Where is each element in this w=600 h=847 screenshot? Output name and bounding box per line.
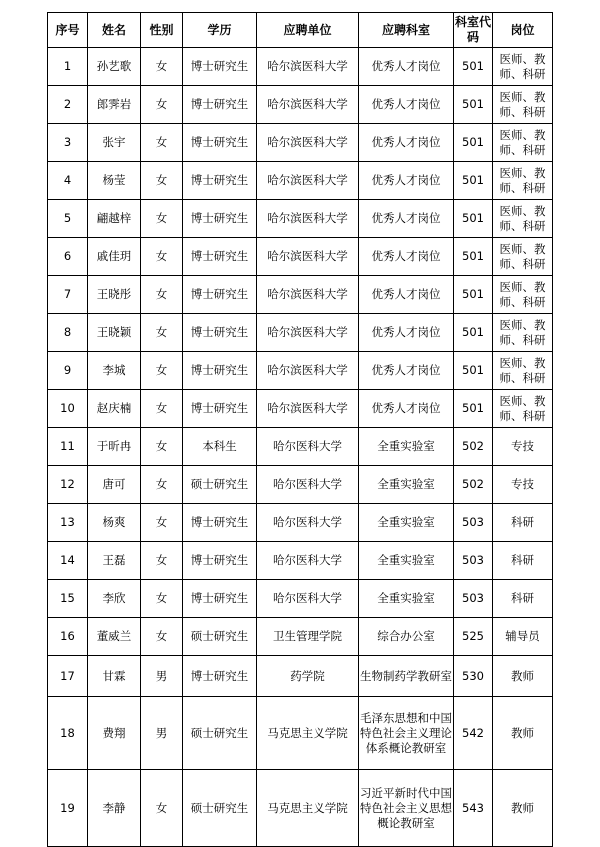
cell-code: 501 bbox=[454, 124, 493, 162]
cell-gender: 女 bbox=[141, 428, 183, 466]
cell-unit: 哈尔滨医科大学 bbox=[257, 276, 359, 314]
header-gender: 性别 bbox=[141, 13, 183, 48]
cell-code: 503 bbox=[454, 542, 493, 580]
cell-dept: 毛泽东思想和中国特色社会主义理论体系概论教研室 bbox=[359, 697, 454, 770]
cell-unit: 哈尔滨医科大学 bbox=[257, 314, 359, 352]
cell-gender: 女 bbox=[141, 86, 183, 124]
cell-education: 博士研究生 bbox=[183, 86, 257, 124]
cell-code: 501 bbox=[454, 352, 493, 390]
cell-position: 医师、教师、科研 bbox=[493, 162, 553, 200]
cell-dept: 优秀人才岗位 bbox=[359, 48, 454, 86]
cell-unit: 哈尔滨医科大学 bbox=[257, 162, 359, 200]
cell-gender: 女 bbox=[141, 618, 183, 656]
cell-position: 医师、教师、科研 bbox=[493, 238, 553, 276]
recruitment-table bbox=[47, 12, 553, 847]
cell-gender: 女 bbox=[141, 542, 183, 580]
cell-education: 博士研究生 bbox=[183, 200, 257, 238]
cell-position: 科研 bbox=[493, 580, 553, 618]
cell-seq: 8 bbox=[48, 314, 88, 352]
cell-dept: 优秀人才岗位 bbox=[359, 314, 454, 352]
cell-seq: 6 bbox=[48, 238, 88, 276]
table-row bbox=[48, 276, 553, 314]
table-row bbox=[48, 504, 553, 542]
cell-code: 501 bbox=[454, 200, 493, 238]
cell-position: 医师、教师、科研 bbox=[493, 48, 553, 86]
header-name: 姓名 bbox=[88, 13, 141, 48]
cell-name: 王磊 bbox=[88, 542, 141, 580]
cell-education: 硕士研究生 bbox=[183, 466, 257, 504]
cell-name: 李城 bbox=[88, 352, 141, 390]
cell-dept: 生物制药学教研室 bbox=[359, 656, 454, 697]
cell-education: 博士研究生 bbox=[183, 162, 257, 200]
cell-position: 科研 bbox=[493, 504, 553, 542]
cell-education: 博士研究生 bbox=[183, 238, 257, 276]
cell-position: 教师 bbox=[493, 770, 553, 847]
cell-gender: 男 bbox=[141, 697, 183, 770]
cell-code: 542 bbox=[454, 697, 493, 770]
cell-code: 501 bbox=[454, 390, 493, 428]
cell-dept: 优秀人才岗位 bbox=[359, 162, 454, 200]
cell-education: 硕士研究生 bbox=[183, 770, 257, 847]
cell-unit: 药学院 bbox=[257, 656, 359, 697]
cell-education: 博士研究生 bbox=[183, 542, 257, 580]
cell-education: 博士研究生 bbox=[183, 580, 257, 618]
cell-unit: 哈尔医科大学 bbox=[257, 504, 359, 542]
cell-name: 张宇 bbox=[88, 124, 141, 162]
cell-seq: 1 bbox=[48, 48, 88, 86]
cell-name: 李静 bbox=[88, 770, 141, 847]
header-row bbox=[48, 13, 553, 48]
cell-seq: 13 bbox=[48, 504, 88, 542]
cell-seq: 18 bbox=[48, 697, 88, 770]
header-position: 岗位 bbox=[493, 13, 553, 48]
cell-seq: 19 bbox=[48, 770, 88, 847]
table-row bbox=[48, 618, 553, 656]
table-row bbox=[48, 238, 553, 276]
cell-code: 501 bbox=[454, 162, 493, 200]
cell-gender: 女 bbox=[141, 352, 183, 390]
cell-gender: 女 bbox=[141, 162, 183, 200]
cell-dept: 优秀人才岗位 bbox=[359, 86, 454, 124]
cell-dept: 优秀人才岗位 bbox=[359, 200, 454, 238]
cell-code: 501 bbox=[454, 48, 493, 86]
cell-seq: 10 bbox=[48, 390, 88, 428]
cell-seq: 12 bbox=[48, 466, 88, 504]
cell-gender: 女 bbox=[141, 580, 183, 618]
cell-seq: 11 bbox=[48, 428, 88, 466]
cell-unit: 马克思主义学院 bbox=[257, 697, 359, 770]
cell-unit: 哈尔医科大学 bbox=[257, 580, 359, 618]
cell-position: 医师、教师、科研 bbox=[493, 276, 553, 314]
header-dept: 应聘科室 bbox=[359, 13, 454, 48]
table-row bbox=[48, 428, 553, 466]
cell-unit: 马克思主义学院 bbox=[257, 770, 359, 847]
header-seq: 序号 bbox=[48, 13, 88, 48]
cell-gender: 女 bbox=[141, 314, 183, 352]
cell-code: 501 bbox=[454, 238, 493, 276]
cell-position: 医师、教师、科研 bbox=[493, 86, 553, 124]
cell-name: 甘霖 bbox=[88, 656, 141, 697]
cell-name: 唐可 bbox=[88, 466, 141, 504]
cell-education: 博士研究生 bbox=[183, 352, 257, 390]
cell-gender: 女 bbox=[141, 124, 183, 162]
table-row bbox=[48, 390, 553, 428]
cell-education: 博士研究生 bbox=[183, 314, 257, 352]
cell-dept: 习近平新时代中国特色社会主义思想概论教研室 bbox=[359, 770, 454, 847]
cell-name: 王晓颖 bbox=[88, 314, 141, 352]
cell-position: 医师、教师、科研 bbox=[493, 352, 553, 390]
cell-name: 杨爽 bbox=[88, 504, 141, 542]
cell-position: 科研 bbox=[493, 542, 553, 580]
cell-education: 硕士研究生 bbox=[183, 618, 257, 656]
cell-unit: 哈尔滨医科大学 bbox=[257, 390, 359, 428]
cell-code: 530 bbox=[454, 656, 493, 697]
cell-dept: 优秀人才岗位 bbox=[359, 276, 454, 314]
cell-dept: 全重实验室 bbox=[359, 428, 454, 466]
cell-name: 王晓彤 bbox=[88, 276, 141, 314]
cell-unit: 卫生管理学院 bbox=[257, 618, 359, 656]
cell-seq: 16 bbox=[48, 618, 88, 656]
table-row bbox=[48, 86, 553, 124]
table-row bbox=[48, 48, 553, 86]
cell-position: 医师、教师、科研 bbox=[493, 124, 553, 162]
cell-education: 博士研究生 bbox=[183, 48, 257, 86]
cell-name: 费翔 bbox=[88, 697, 141, 770]
cell-dept: 优秀人才岗位 bbox=[359, 390, 454, 428]
cell-gender: 男 bbox=[141, 656, 183, 697]
cell-gender: 女 bbox=[141, 770, 183, 847]
table-row bbox=[48, 656, 553, 697]
cell-dept: 全重实验室 bbox=[359, 580, 454, 618]
cell-gender: 女 bbox=[141, 504, 183, 542]
table-row bbox=[48, 580, 553, 618]
header-unit: 应聘单位 bbox=[257, 13, 359, 48]
cell-gender: 女 bbox=[141, 276, 183, 314]
cell-education: 博士研究生 bbox=[183, 276, 257, 314]
cell-name: 郎霁岩 bbox=[88, 86, 141, 124]
cell-code: 503 bbox=[454, 580, 493, 618]
cell-unit: 哈尔滨医科大学 bbox=[257, 124, 359, 162]
cell-unit: 哈尔医科大学 bbox=[257, 428, 359, 466]
cell-name: 董威兰 bbox=[88, 618, 141, 656]
cell-name: 孙艺歌 bbox=[88, 48, 141, 86]
cell-position: 教师 bbox=[493, 656, 553, 697]
cell-name: 赵庆楠 bbox=[88, 390, 141, 428]
cell-seq: 7 bbox=[48, 276, 88, 314]
cell-position: 专技 bbox=[493, 466, 553, 504]
table-row bbox=[48, 466, 553, 504]
cell-code: 502 bbox=[454, 466, 493, 504]
table-row bbox=[48, 200, 553, 238]
cell-code: 503 bbox=[454, 504, 493, 542]
cell-unit: 哈尔医科大学 bbox=[257, 542, 359, 580]
cell-code: 502 bbox=[454, 428, 493, 466]
header-education: 学历 bbox=[183, 13, 257, 48]
cell-name: 李欣 bbox=[88, 580, 141, 618]
cell-unit: 哈尔滨医科大学 bbox=[257, 48, 359, 86]
cell-dept: 优秀人才岗位 bbox=[359, 238, 454, 276]
table-row bbox=[48, 124, 553, 162]
cell-gender: 女 bbox=[141, 390, 183, 428]
cell-education: 博士研究生 bbox=[183, 124, 257, 162]
cell-dept: 全重实验室 bbox=[359, 542, 454, 580]
cell-seq: 4 bbox=[48, 162, 88, 200]
cell-education: 博士研究生 bbox=[183, 504, 257, 542]
cell-unit: 哈尔滨医科大学 bbox=[257, 352, 359, 390]
cell-dept: 综合办公室 bbox=[359, 618, 454, 656]
cell-position: 辅导员 bbox=[493, 618, 553, 656]
cell-position: 教师 bbox=[493, 697, 553, 770]
cell-seq: 17 bbox=[48, 656, 88, 697]
cell-code: 501 bbox=[454, 276, 493, 314]
cell-education: 博士研究生 bbox=[183, 656, 257, 697]
cell-education: 博士研究生 bbox=[183, 390, 257, 428]
cell-seq: 9 bbox=[48, 352, 88, 390]
table-row bbox=[48, 770, 553, 847]
cell-seq: 14 bbox=[48, 542, 88, 580]
cell-gender: 女 bbox=[141, 200, 183, 238]
table-row bbox=[48, 697, 553, 770]
header-code: 科室代码 bbox=[454, 13, 493, 48]
cell-education: 本科生 bbox=[183, 428, 257, 466]
table-row bbox=[48, 542, 553, 580]
cell-name: 于昕冉 bbox=[88, 428, 141, 466]
cell-seq: 15 bbox=[48, 580, 88, 618]
cell-code: 501 bbox=[454, 314, 493, 352]
cell-dept: 优秀人才岗位 bbox=[359, 124, 454, 162]
cell-code: 543 bbox=[454, 770, 493, 847]
cell-seq: 3 bbox=[48, 124, 88, 162]
cell-dept: 优秀人才岗位 bbox=[359, 352, 454, 390]
cell-seq: 5 bbox=[48, 200, 88, 238]
table-row bbox=[48, 314, 553, 352]
cell-education: 硕士研究生 bbox=[183, 697, 257, 770]
cell-code: 525 bbox=[454, 618, 493, 656]
cell-name: 翩越梓 bbox=[88, 200, 141, 238]
cell-name: 杨莹 bbox=[88, 162, 141, 200]
cell-position: 医师、教师、科研 bbox=[493, 314, 553, 352]
cell-seq: 2 bbox=[48, 86, 88, 124]
table-row bbox=[48, 162, 553, 200]
cell-unit: 哈尔医科大学 bbox=[257, 466, 359, 504]
cell-dept: 全重实验室 bbox=[359, 466, 454, 504]
cell-position: 专技 bbox=[493, 428, 553, 466]
cell-position: 医师、教师、科研 bbox=[493, 390, 553, 428]
cell-name: 戚佳玥 bbox=[88, 238, 141, 276]
cell-code: 501 bbox=[454, 86, 493, 124]
cell-gender: 女 bbox=[141, 48, 183, 86]
cell-unit: 哈尔滨医科大学 bbox=[257, 238, 359, 276]
cell-gender: 女 bbox=[141, 466, 183, 504]
cell-unit: 哈尔滨医科大学 bbox=[257, 200, 359, 238]
cell-unit: 哈尔滨医科大学 bbox=[257, 86, 359, 124]
cell-dept: 全重实验室 bbox=[359, 504, 454, 542]
cell-gender: 女 bbox=[141, 238, 183, 276]
cell-position: 医师、教师、科研 bbox=[493, 200, 553, 238]
table-row bbox=[48, 352, 553, 390]
